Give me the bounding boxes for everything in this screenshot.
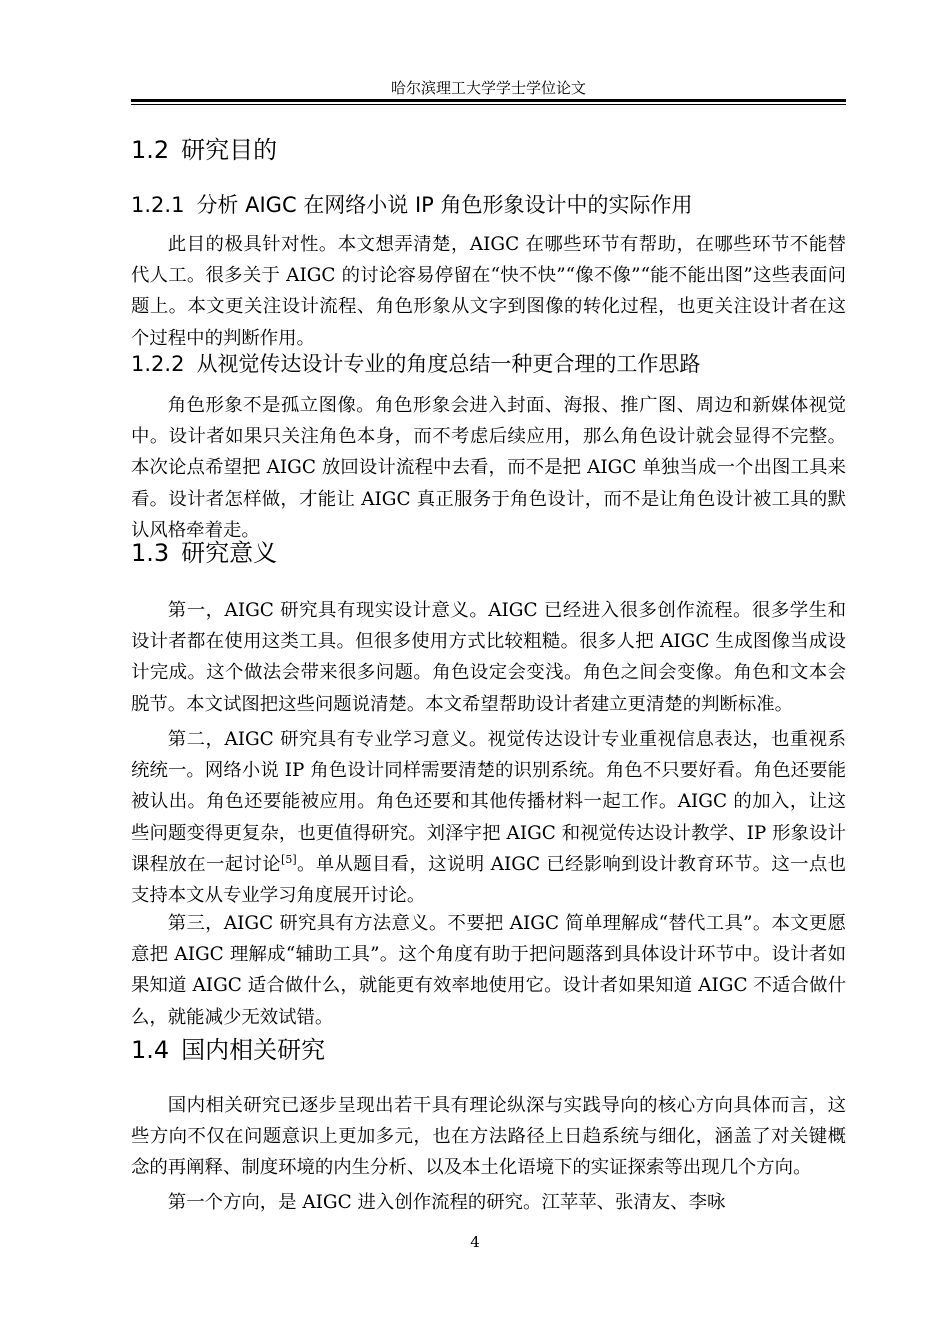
section-number: 1.2.2	[131, 352, 185, 376]
section-heading-1-4	[131, 1035, 851, 1065]
section-title: 研究意义	[181, 539, 278, 567]
paragraph-text: 。单从题目看，这说明 AIGC 已经影响到设计教育环节。这一点也支持本文从专业学习角度展开讨论。	[131, 853, 846, 907]
paragraph-text: 第二，AIGC 研究具有专业学习意义。视觉传达设计专业重视信息表达，也重视系统统一。网络小说 IP 角色设计同样需要清楚的识别系统。角色不只要好看。角色还要能被认出。角色还要能被应用。角色还要和其他传播材料一起工作。AIGC 的加入，让这些问题变得更复杂，也更值得研究。刘泽宇把 AIGC 和视觉传达设计教学、IP 形象设计课程放在一起讨论	[131, 729, 846, 875]
paragraph-1-3-third: 第三，AIGC 研究具有方法意义。不要把 AIGC 简单理解成“替代工具”。本文更愿意把 AIGC 理解成“辅助工具”。这个角度有助于把问题落到具体设计环节中。设计者如果知道 AIGC 适合做什么，就能更有效率地使用它。设计者如果知道 AIGC 不适合做什么，就能减少无效试错。	[131, 913, 846, 1028]
header-rule-thin	[131, 104, 846, 105]
running-header: 哈尔滨理工大学学士学位论文	[390, 79, 586, 97]
section-heading-1-2-1	[131, 191, 851, 219]
citation-marker: [5]	[281, 852, 297, 866]
paragraph-1-3-first: 第一，AIGC 研究具有现实设计意义。AIGC 已经进入很多创作流程。很多学生和设计者都在使用这类工具。但很多使用方式比较粗糙。很多人把 AIGC 生成图像当成设计完成。这个做法会带来很多问题。角色设定会变浅。角色之间会变像。角色和文本会脱节。本文试图把这些问题说清楚。本文希望帮助设计者建立更清楚的判断标准。	[131, 600, 846, 715]
paragraph-1-4-first: 国内相关研究已逐步呈现出若干具有理论纵深与实践导向的核心方向具体而言，这些方向不仅在问题意识上更加多元，也在方法路径上日趋系统与细化，涵盖了对关键概念的再阐释、制度环境的内生分析、以及本土化语境下的实证探索等出现几个方向。	[131, 1095, 846, 1179]
section-number: 1.4	[131, 1036, 170, 1064]
paragraph-1-3-second	[131, 724, 846, 911]
paragraph-1-4-second: 第一个方向，是 AIGC 进入创作流程的研究。江苹苹、张清友、李咏	[167, 1192, 726, 1213]
section-heading-1-2	[131, 135, 851, 165]
section-number: 1.2	[131, 136, 170, 164]
section-title: 从视觉传达设计专业的角度总结一种更合理的工作思路	[196, 352, 701, 376]
header-rule-thick	[131, 99, 846, 102]
section-heading-1-3	[131, 538, 851, 568]
section-number: 1.3	[131, 539, 170, 567]
section-title: 分析 AIGC 在网络小说 IP 角色形象设计中的实际作用	[196, 193, 693, 217]
section-heading-1-2-2	[131, 350, 851, 378]
section-number: 1.2.1	[131, 193, 185, 217]
section-title: 研究目的	[181, 136, 278, 164]
page-number: 4	[470, 1233, 480, 1251]
paragraph-1-2-1: 此目的极具针对性。本文想弄清楚，AIGC 在哪些环节有帮助，在哪些环节不能替代人工。很多关于 AIGC 的讨论容易停留在“快不快”“像不像”“能不能出图”这些表面问题上。本文更关注设计流程、角色形象从文字到图像的转化过程，也更关注设计者在这个过程中的判断作用。	[131, 234, 846, 349]
paragraph-1-2-2: 角色形象不是孤立图像。角色形象会进入封面、海报、推广图、周边和新媒体视觉中。设计者如果只关注角色本身，而不考虑后续应用，那么角色设计就会显得不完整。本次论点希望把 AIGC 放回设计流程中去看，而不是把 AIGC 单独当成一个出图工具来看。设计者怎样做，才能让 AIGC 真正服务于角色设计，而不是让角色设计被工具的默认风格牵着走。	[131, 395, 846, 541]
section-title: 国内相关研究	[181, 1036, 326, 1064]
